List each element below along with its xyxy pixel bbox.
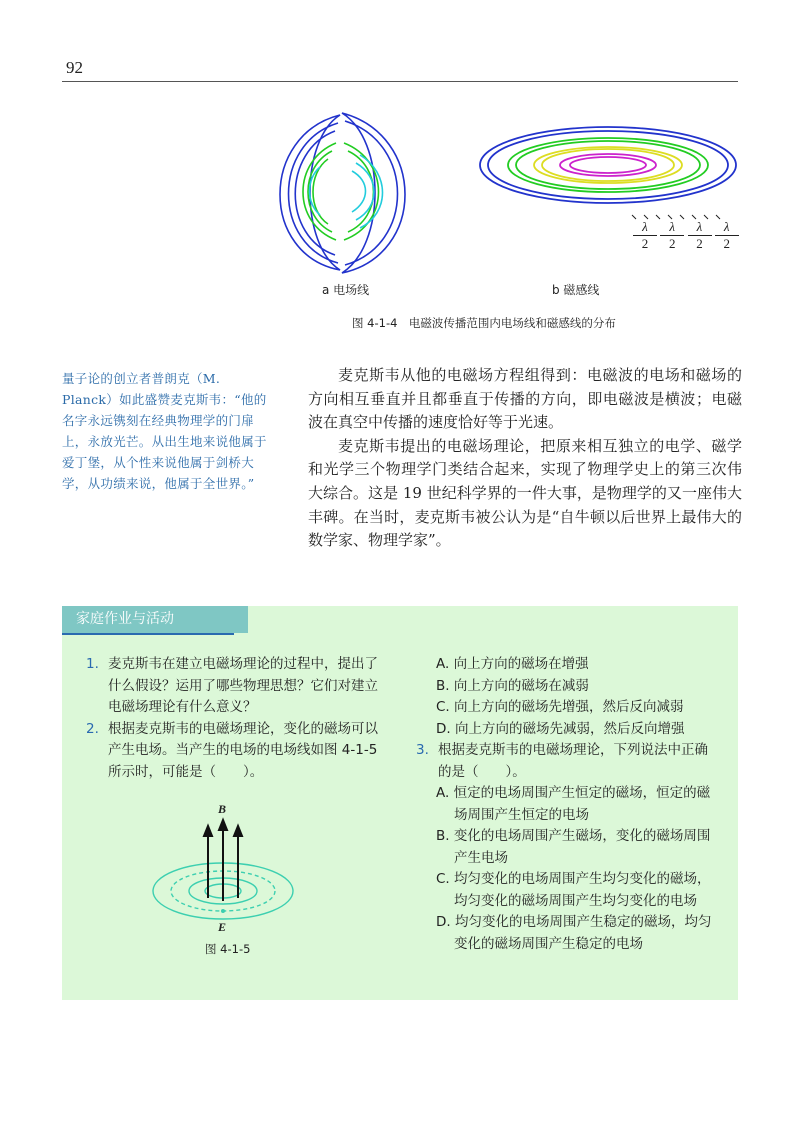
question-3 xyxy=(416,740,716,783)
side-note: 量子论的创立者普朗克（M. Planck）如此盛赞麦克斯韦：“他的名字永远镌刻在经典物理学的门扉上，永放光芒。从出生地来说他属于爱丁堡，从个性来说他属于剑桥大学，从功绩来说，他属于全世界。” xyxy=(62,371,267,491)
q3-option-d: D. 均匀变化的电场周围产生稳定的磁场，均匀变化的磁场周围产生稳定的电场 xyxy=(436,914,712,952)
q2-option-b: B. 向上方向的磁场在减弱 xyxy=(436,677,589,694)
question-text: 根据麦克斯韦的电磁场理论，下列说法中正确的是（ ）。 xyxy=(438,742,708,780)
q2-option-c: C. 向上方向的磁场先增强，然后反向减弱 xyxy=(436,699,684,715)
homework-title: 家庭作业与活动 xyxy=(62,606,248,633)
question-number: 3. xyxy=(416,742,429,758)
question-1 xyxy=(86,654,386,719)
body-text xyxy=(308,364,742,553)
question-number: 2. xyxy=(86,720,99,737)
header-rule xyxy=(62,81,738,82)
figure-4-1-5-caption: 图 4-1-5 xyxy=(205,942,251,956)
page-number: 92 xyxy=(66,58,83,77)
label-B: B xyxy=(218,802,227,816)
field-lines-diagram xyxy=(240,95,760,315)
figure-4-1-5 xyxy=(148,802,298,941)
homework-title-underline xyxy=(62,633,234,635)
figure-label-b: b 磁感线 xyxy=(552,283,600,297)
lambda-half-labels: $\frac{\lambda}{2}$ $\frac{\lambda}{2}$ $\frac{\lambda}{2}$ $\frac{\lambda}{2}$ xyxy=(633,219,739,252)
figure-label-a: a 电场线 xyxy=(322,283,370,297)
homework-left-column xyxy=(86,654,386,783)
question-number: 1. xyxy=(86,656,99,672)
q3-option-b: B. 变化的电场周围产生磁场，变化的磁场周围产生电场 xyxy=(436,828,711,866)
question-text: 麦克斯韦在建立电磁场理论的过程中，提出了什么假设？运用了哪些物理思想？它们对建立电磁场理论有什么意义？ xyxy=(108,656,378,715)
body-paragraph: 麦克斯韦从他的电磁场方程组得到：电磁波的电场和磁场的方向相互垂直并且都垂直于传播的方向，即电磁波是横波；电磁波在真空中传播的速度恰好等于光速。 xyxy=(308,366,742,432)
electric-field-lines xyxy=(280,113,405,273)
figure-4-1-4 xyxy=(240,95,760,315)
question-text: 根据麦克斯韦的电磁场理论，变化的磁场可以产生电场。当产生的电场的电场线如图 4-1-5 所示时，可能是（ ）。 xyxy=(108,720,378,780)
figure-4-1-4-caption: 图 4-1-4 电磁波传播范围内电场线和磁感线的分布 xyxy=(352,316,616,330)
magnetic-field-lines xyxy=(480,127,736,203)
question-2 xyxy=(86,719,386,784)
q2-option-a: A. 向上方向的磁场在增强 xyxy=(436,656,589,672)
homework-box xyxy=(62,606,738,1000)
q2-option-d: D. 向上方向的磁场先减弱，然后反向增强 xyxy=(436,720,685,737)
q3-option-a: A. 恒定的电场周围产生恒定的磁场，恒定的磁场周围产生恒定的电场 xyxy=(436,785,711,823)
label-E: E xyxy=(218,920,227,934)
q3-option-c: C. 均匀变化的电场周围产生均匀变化的磁场，均匀变化的磁场周围产生均匀变化的电场 xyxy=(436,871,711,909)
homework-right-column xyxy=(416,654,716,955)
body-paragraph: 麦克斯韦提出的电磁场理论，把原来相互独立的电学、磁学和光学三个物理学门类结合起来，实现了物理学史上的第三次伟大综合。这是 19 世纪科学界的一件大事，是物理学的又一座伟大丰碑。在当时，麦克斯韦被公认为是“自牛顿以后世界上最伟大的数学家、物理学家”。 xyxy=(308,436,742,550)
